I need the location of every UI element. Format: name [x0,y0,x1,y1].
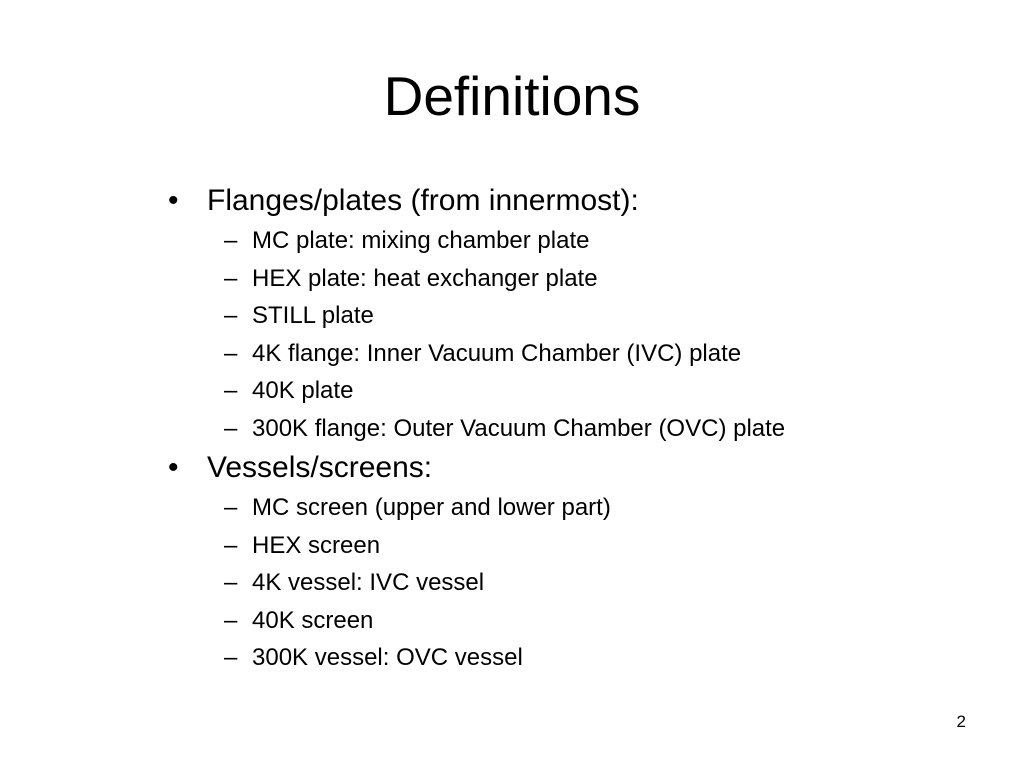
dash-icon: – [224,264,238,292]
section-flanges [160,180,940,447]
dash-icon: – [224,644,238,671]
dash-icon: – [224,606,238,634]
sub-list [207,222,940,447]
list-item-text: 4K vessel: IVC vessel [252,569,485,596]
list-item [207,260,940,298]
dash-icon: – [224,227,238,254]
list-item [207,564,940,602]
list-item [207,602,940,640]
list-item-text: 4K flange: Inner Vacuum Chamber (IVC) plate [252,339,742,367]
sub-list [207,489,940,677]
page-number: 2 [956,712,966,731]
dash-icon: – [224,414,238,442]
section-heading: Flanges/plates (from innermost): [207,184,639,217]
dash-icon: – [224,569,238,596]
list-item [207,335,940,373]
list-item [207,489,940,527]
list-item-text: HEX screen [252,531,381,559]
list-item [207,222,940,260]
dash-icon: – [224,302,238,329]
list-item-text: 300K vessel: OVC vessel [252,644,523,671]
list-item [207,410,940,448]
dash-icon: – [224,339,238,367]
list-item-text: 40K plate [252,377,354,404]
section-heading: Vessels/screens: [207,451,433,484]
dash-icon: – [224,494,238,521]
list-item-text: HEX plate: heat exchanger plate [252,264,598,292]
list-item [207,527,940,565]
list-item [207,372,940,410]
list-item-text: MC screen (upper and lower part) [252,494,611,521]
list-item [207,297,940,335]
dash-icon: – [224,377,238,404]
bullet-list [160,180,940,677]
slide-title: Definitions [383,65,641,127]
list-item-text: 40K screen [252,606,374,634]
list-item-text: MC plate: mixing chamber plate [252,227,590,254]
dash-icon: – [224,531,238,559]
section-vessels [160,447,940,677]
bullet-icon: • [168,451,179,484]
list-item-text: 300K flange: Outer Vacuum Chamber (OVC) plate [252,414,786,442]
list-item [207,639,940,677]
list-item-text: STILL plate [252,302,374,329]
bullet-icon: • [168,184,179,217]
